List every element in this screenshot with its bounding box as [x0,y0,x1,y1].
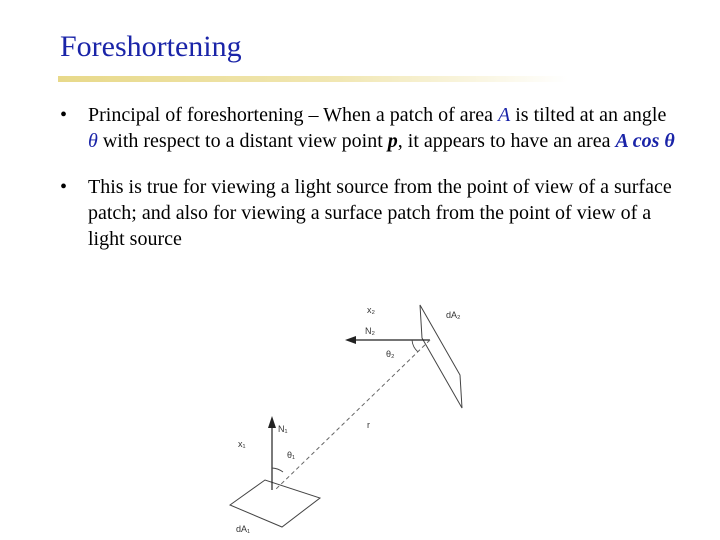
bullet-marker: • [60,104,68,126]
patch-da1 [230,480,320,527]
normal-n2-arrowhead [345,336,356,344]
area-formula: A cos θ [615,130,675,152]
normal-n1-arrowhead [268,416,276,428]
bullet2-text: This is true for viewing a light source from the point of view of a surface patch; and also for viewing a surface patch from the point of view of a light source [88,176,672,250]
bullet1-text-1: Principal of foreshortening – When a patch of area [88,104,499,126]
variable-a: A [498,104,511,126]
label-da1: dA₁ [236,524,251,534]
label-r: r [367,420,370,430]
bullet1-text-2: is tilted at an angle [510,104,667,126]
label-n2: N₂ [365,326,375,336]
patch-da2 [420,305,462,408]
variable-p: p [387,130,398,152]
angle-arc-theta2 [412,340,418,352]
label-n1: N₁ [278,424,288,434]
ray-r [275,340,430,490]
bullet-marker: • [60,176,68,198]
angle-arc-theta1 [272,468,283,472]
slide-title: Foreshortening [60,30,242,63]
bullet1-text-4: , it appears to have an area [397,130,616,152]
bullet1-text-3: with respect to a distant view point [97,130,388,152]
label-theta1: θ₁ [287,450,296,460]
label-x2: x₂ [367,305,375,315]
label-x1: x₁ [238,439,246,449]
label-theta2: θ₂ [386,349,395,359]
label-da2: dA₂ [446,310,461,320]
variable-theta: θ [88,130,98,152]
